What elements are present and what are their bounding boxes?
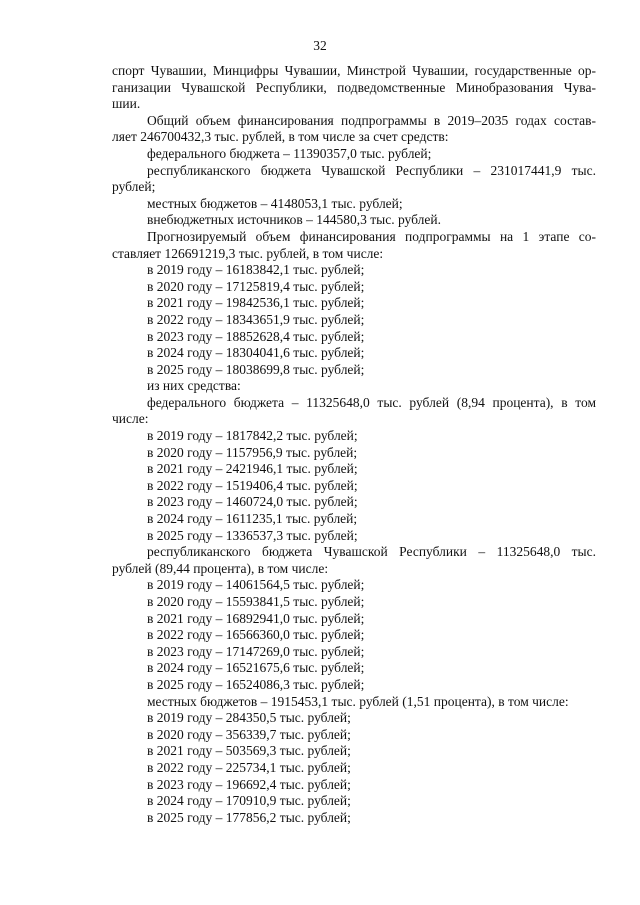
text-line: в 2024 году – 16521675,6 тыс. рублей; [147,660,365,676]
text-line: в 2019 году – 1817842,2 тыс. рублей; [147,428,358,444]
text-line: в 2025 году – 16524086,3 тыс. рублей; [147,676,365,692]
text-line: в 2021 году – 16892941,0 тыс. рублей; [147,610,365,626]
text-line: из них средства: [147,378,241,394]
text-line: в 2021 году – 19842536,1 тыс. рублей; [147,295,365,311]
text-line: ставляет 126691219,3 тыс. рублей, в том числе: [112,245,384,261]
text-line: в 2025 году – 18038699,8 тыс. рублей; [147,361,365,377]
text-line: спорт Чувашии, Минцифры Чувашии, Минстрой Чувашии, государственные ор- [112,63,596,78]
text-line: в 2019 году – 284350,5 тыс. рублей; [147,710,351,726]
text-line: федерального бюджета – 11325648,0 тыс. рублей (8,94 процента), в том [147,394,596,410]
page-number: 32 [313,38,327,53]
text-line: в 2022 году – 1519406,4 тыс. рублей; [147,477,358,493]
text-line: ганизации Чувашской Республики, подведомственные Минобразования Чува- [112,79,596,95]
text-line: ляет 246700432,3 тыс. рублей, в том числе за счет средств: [112,129,449,145]
text-line: в 2023 году – 18852628,4 тыс. рублей; [147,328,365,344]
text-line: рублей (89,44 процента), в том числе: [112,560,329,576]
text-line: в 2019 году – 14061564,5 тыс. рублей; [147,577,365,593]
text-line: в 2022 году – 225734,1 тыс. рублей; [147,759,351,775]
text-line: в 2023 году – 196692,4 тыс. рублей; [147,776,351,792]
text-line: в 2019 году – 16183842,1 тыс. рублей; [147,262,365,278]
text-line: республиканского бюджета Чувашской Республики – 11325648,0 тыс. [147,544,596,560]
text-line: республиканского бюджета Чувашской Республики – 231017441,9 тыс. [147,162,596,178]
text-line: федерального бюджета – 11390357,0 тыс. рублей; [147,145,432,161]
text-line: в 2021 году – 2421946,1 тыс. рублей; [147,461,358,477]
text-line: в 2020 году – 15593841,5 тыс. рублей; [147,594,365,609]
text-line: в 2025 году – 1336537,3 тыс. рублей; [147,527,358,543]
text-line: в 2024 году – 1611235,1 тыс. рублей; [147,511,358,527]
text-line: Общий объем финансирования подпрограммы в 2019–2035 годах состав- [147,112,596,128]
text-line: в 2025 году – 177856,2 тыс. рублей; [147,809,351,825]
text-line: внебюджетных источников – 144580,3 тыс. рублей. [147,212,441,228]
text-line: рублей; [112,179,156,195]
text-line: в 2020 году – 1157956,9 тыс. рублей; [147,444,358,460]
text-line: в 2021 году – 503569,3 тыс. рублей; [147,743,351,759]
document-body [112,63,596,826]
text-line: шии. [112,96,141,112]
text-line: Прогнозируемый объем финансирования подпрограммы на 1 этапе со- [147,228,596,244]
text-line: в 2020 году – 356339,7 тыс. рублей; [147,726,351,742]
text-line: в 2023 году – 1460724,0 тыс. рублей; [147,494,358,510]
text-line: в 2023 году – 17147269,0 тыс. рублей; [147,643,365,659]
text-line: местных бюджетов – 4148053,1 тыс. рублей; [147,195,403,211]
text-line: в 2024 году – 170910,9 тыс. рублей; [147,793,351,809]
text-line: в 2024 году – 18304041,6 тыс. рублей; [147,345,365,361]
text-line: в 2020 году – 17125819,4 тыс. рублей; [147,278,365,294]
text-line: местных бюджетов – 1915453,1 тыс. рублей (1,51 процента), в том числе: [147,693,569,709]
text-line: в 2022 году – 18343651,9 тыс. рублей; [147,311,365,327]
text-line: числе: [112,411,149,427]
text-line: в 2022 году – 16566360,0 тыс. рублей; [147,627,365,643]
